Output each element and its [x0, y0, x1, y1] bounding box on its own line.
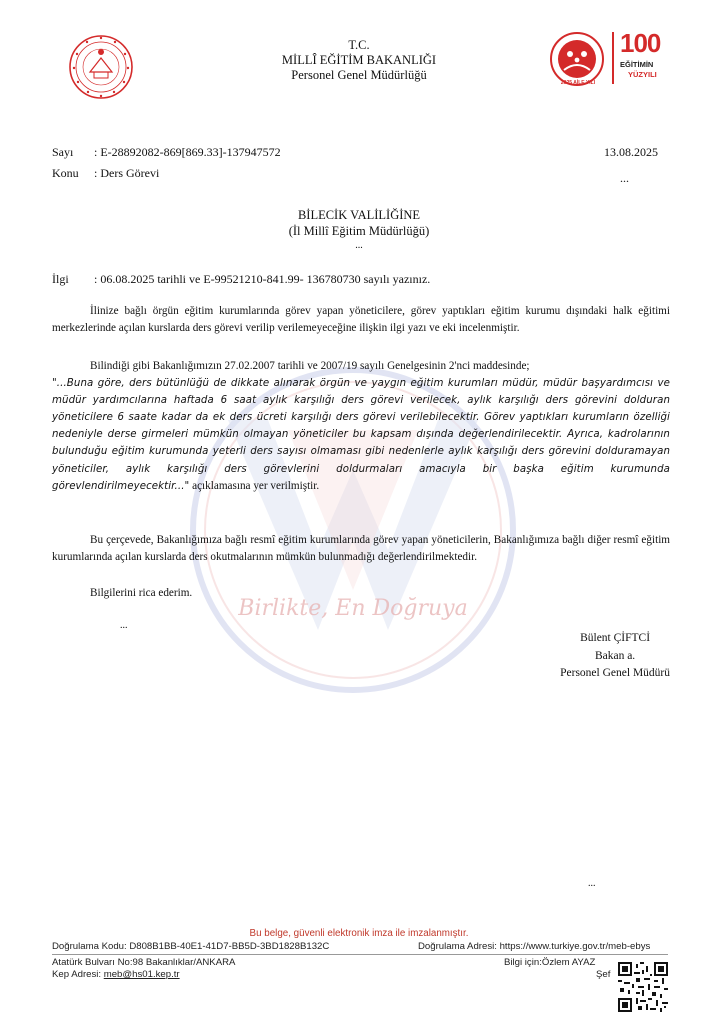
contact-info: Bilgi için:Özlem AYAZ: [504, 957, 596, 968]
signer-name: Bülent ÇİFTCİ: [580, 632, 651, 644]
qr-code-icon: [618, 962, 668, 1012]
badge-line1: EĞİTİMİN: [620, 60, 654, 69]
header-line1: T.C.: [348, 38, 370, 52]
verification-address[interactable]: Doğrulama Adresi: https://www.turkiye.gov.tr/meb-ebys: [418, 941, 651, 952]
e-signature-notice: Bu belge, güvenli elektronik imza ile imzalanmıştır.: [249, 928, 469, 939]
konu-label: Konu: [52, 166, 79, 180]
paragraph-2-intro: Bilindiği gibi Bakanlığımızın 27.02.2007 tarihli ve 2007/19 sayılı Genelgesinin 2'nci maddesinde;: [90, 360, 530, 372]
sayi-value: : E-28892082-869[869.33]-137947572: [94, 145, 281, 159]
paragraph-3: Bu çerçevede, Bakanlığımıza bağlı resmî eğitim kurumlarında görev yapan yöneticilerin, Bakanlığımıza bağlı diğer resmî eğitim kurumlarında açılan kurslarda ders okutmalarının mümkün bulunmadığı değerlendirilmektedir.: [52, 534, 670, 564]
badge-arc-text: 2025 AİLE YILI: [560, 80, 596, 86]
signature-block: [560, 630, 670, 683]
konu-value: : Ders Görevi: [94, 166, 160, 180]
regulation-quote: "...Buna göre, ders bütünlüğü de dikkate alınarak örgün ve yaygın eğitim kurumları müdür, müdür başyardımcısı ve müdür yardımcılarına haftada 6 saat aylık karşılığı ders görevi verilecek, aylık karşılığı ders görevini dolduran yöneticilere 6 saate kadar da ek ders ücreti karşılığı ders görevi verilebilecektir. Görev yaptıkları kurumların özelliği nedeniyle derse girmeleri mümkün olmayan yöneticiler bu kapsam dışında değerlendirilecektir. Ayrıca, kadrolarının bulunduğu eğitim kurumunda yeterli ders sayısı olmaması gibi nedenlerle aylık karşılığı ders görevini dolduramayan yöneticiler, aylık karşılığı ders görevlerini doldurmaları amacıyla bir başka eğitim kurumunda görevlendirilmeyecektir...": [52, 378, 670, 492]
sayi-label: Sayı: [52, 145, 74, 159]
watermark-text: Birlikte, En Doğruya: [238, 596, 468, 621]
badge-number: 100: [620, 28, 661, 58]
addressee-block: [0, 207, 718, 253]
kep-link[interactable]: meb@hs01.kep.tr: [103, 969, 180, 980]
header-line2: MİLLÎ EĞİTİM BAKANLIĞI: [281, 53, 437, 67]
verification-code: Doğrulama Kodu: D808B1BB-40E1-41D7-BB5D-3BD1828B132C: [52, 941, 330, 952]
signer-title2: Personel Genel Müdürü: [560, 667, 670, 679]
header-line3: Personel Genel Müdürlüğü: [291, 68, 427, 82]
closing-dots: ...: [120, 620, 128, 631]
paragraph-2-body: [52, 375, 670, 495]
ilgi-value: : 06.08.2025 tarihli ve E-99521210-841.99- 136780730 sayılı yazınız.: [94, 272, 431, 286]
addressee-line2: (İl Millî Eğitim Müdürlüğü): [288, 224, 430, 238]
paragraph-4: Bilgilerini rica ederim.: [90, 587, 193, 599]
paragraph-2: [52, 358, 670, 495]
bottom-dots: ...: [588, 878, 596, 889]
postal-address: Atatürk Bulvarı No:98 Bakanlıklar/ANKARA: [52, 957, 236, 968]
addressee-dots: ...: [355, 240, 363, 251]
signer-title1: Bakan a.: [594, 649, 636, 662]
contact-title: Şef: [596, 969, 611, 980]
ilgi-label: İlgi: [52, 272, 69, 286]
footer-separator: [52, 954, 668, 955]
kep-label: Kep Adresi:: [52, 969, 104, 980]
paragraph-1: İlinize bağlı örgün eğitim kurumlarında görev yapan yöneticilere, görev yaptıkları eğitim kurumu dışındaki halk eğitimi merkezlerinde açılan kurslarda ders görevi verilip verilemeyeceğine ilişkin ilgi yazı ve eki incelenmiştir.: [52, 305, 670, 335]
paragraph-2-tail: açıklamasına yer verilmiştir.: [189, 479, 320, 492]
document-date: 13.08.2025: [604, 145, 658, 159]
kep-address: [52, 969, 180, 980]
addressee-line1: BİLECİK VALİLİĞİNE: [297, 208, 421, 222]
badge-line2: YÜZYILI: [628, 70, 657, 79]
letter-header: [0, 38, 718, 83]
konu-dots: ...: [620, 171, 629, 185]
